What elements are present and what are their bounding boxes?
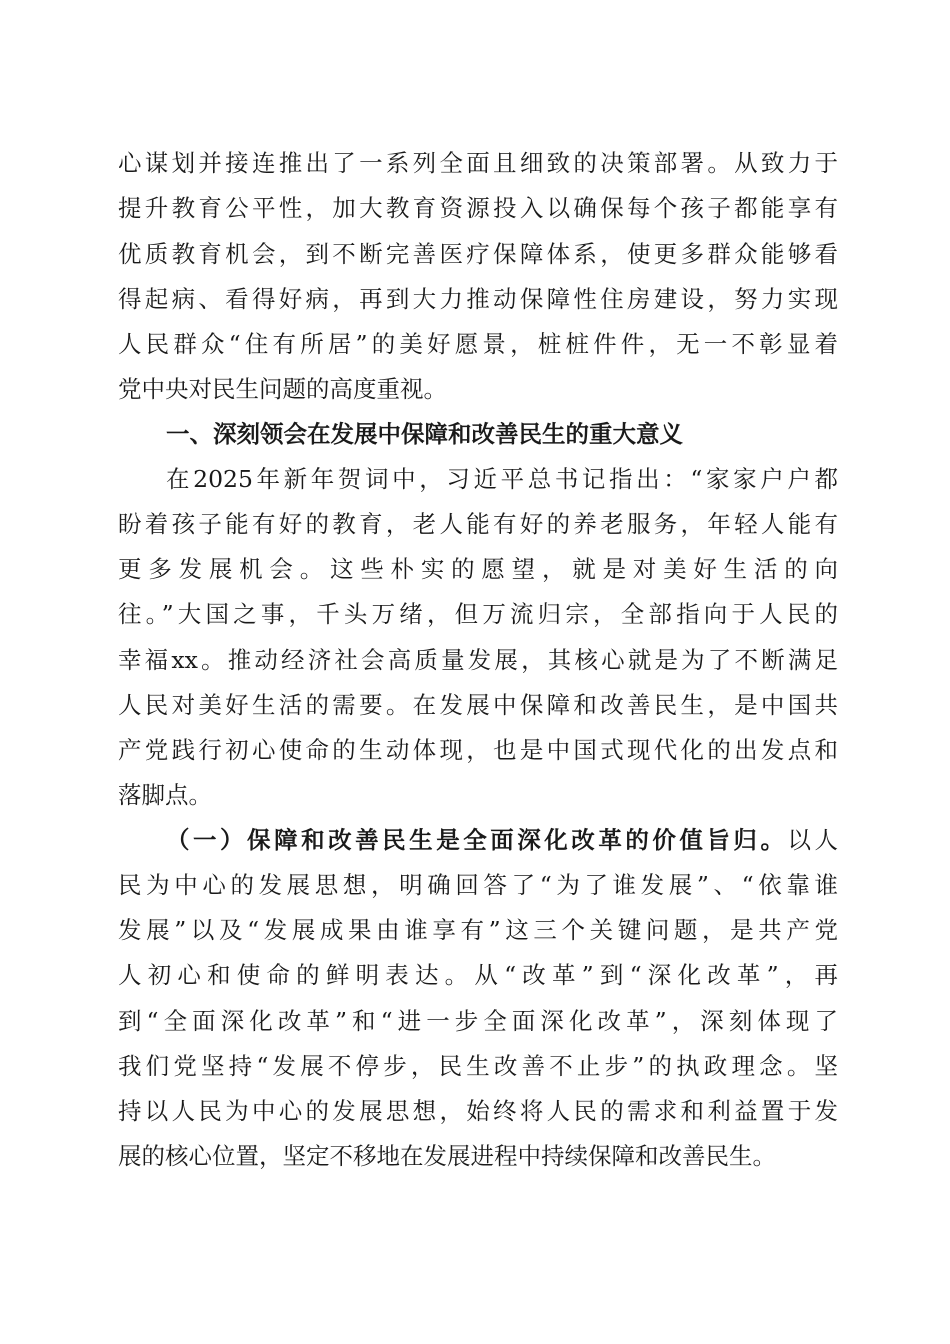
subsection-heading: （一）保障和改善民生是全面深化改革的价值旨归。 — [166, 826, 788, 854]
paragraph-line: 人民对美好生活的需要。在发展中保障和改善民生，是中国共 — [118, 691, 838, 719]
section-heading: 一、深刻领会在发展中保障和改善民生的重大意义 — [166, 420, 683, 448]
paragraph-line: 幸福xx。推动经济社会高质量发展，其核心就是为了不断满足 — [118, 646, 838, 674]
paragraph-line: 人民群众“住有所居”的美好愿景，桩桩件件，无一不彰显着 — [118, 330, 838, 358]
paragraph-line: 持以人民为中心的发展思想，始终将人民的需求和利益置于发 — [118, 1097, 838, 1125]
paragraph-line: 民为中心的发展思想，明确回答了“为了谁发展”、“依靠谁 — [118, 871, 838, 899]
paragraph-line: 优质教育机会，到不断完善医疗保障体系，使更多群众能够看 — [118, 240, 838, 268]
paragraph-line: 在2025年新年贺词中，习近平总书记指出：“家家户户都 — [166, 465, 838, 493]
paragraph-line: 到“全面深化改革”和“进一步全面深化改革”，深刻体现了 — [118, 1007, 838, 1035]
paragraph-line: 产党践行初心使命的生动体现，也是中国式现代化的出发点和 — [118, 736, 838, 764]
paragraph-line: 更多发展机会。这些朴实的愿望，就是对美好生活的向 — [118, 555, 838, 583]
paragraph-line: 展的核心位置，坚定不移地在发展进程中持续保障和改善民生。 — [118, 1142, 776, 1170]
paragraph-line: 提升教育公平性，加大教育资源投入以确保每个孩子都能享有 — [118, 194, 838, 222]
paragraph-line: 发展”以及“发展成果由谁享有”这三个关键问题，是共产党 — [118, 916, 838, 944]
paragraph-text: 以人 — [787, 826, 839, 854]
paragraph-line: 往。”大国之事，千头万绪，但万流归宗，全部指向于人民的 — [118, 600, 838, 628]
subheading-line — [166, 820, 838, 860]
paragraph-line: 人初心和使命的鲜明表达。从“改革”到“深化改革”，再 — [118, 961, 838, 989]
paragraph-line: 落脚点。 — [118, 781, 212, 809]
paragraph-line: 我们党坚持“发展不停步，民生改善不止步”的执政理念。坚 — [118, 1052, 838, 1080]
paragraph-line: 盼着孩子能有好的教育，老人能有好的养老服务，年轻人能有 — [118, 510, 838, 538]
paragraph-line: 心谋划并接连推出了一系列全面且细致的决策部署。从致力于 — [118, 149, 838, 177]
paragraph-line: 党中央对民生问题的高度重视。 — [118, 375, 447, 403]
paragraph-line: 得起病、看得好病，再到大力推动保障性住房建设，努力实现 — [118, 285, 838, 313]
